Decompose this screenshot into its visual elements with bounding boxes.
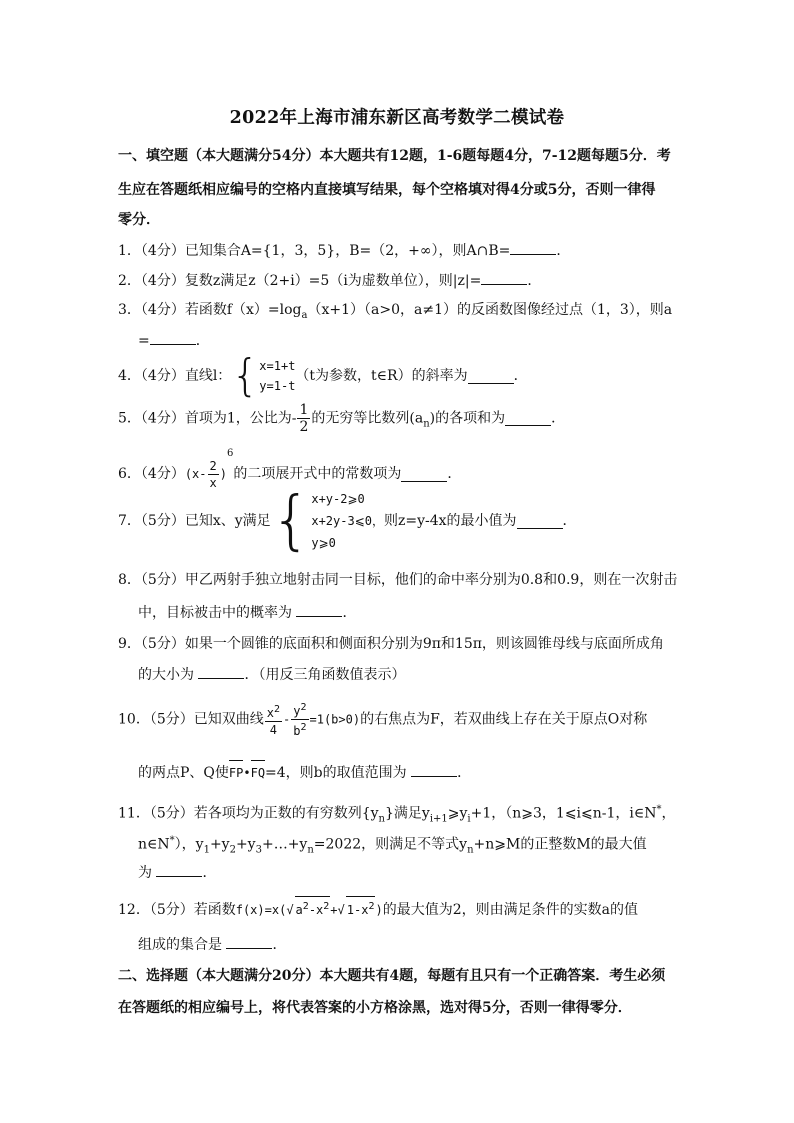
answer-blank bbox=[505, 411, 551, 426]
brace-symbol: { bbox=[270, 484, 312, 558]
question-3-cont: = ． bbox=[138, 330, 210, 351]
answer-blank bbox=[510, 240, 556, 255]
question-12-cont: 组成的集合是 ． bbox=[138, 934, 286, 955]
sqrt-radicand: $a^2-x^2$ bbox=[295, 896, 331, 920]
parametric-system: x=1+t y=1-t bbox=[259, 359, 296, 393]
sqrt-symbol: √ bbox=[286, 903, 294, 917]
answer-blank bbox=[150, 330, 196, 345]
section2-instructions-line1: 二、选择题（本大题满分20分）本大题共有4题，每题有且只有一个正确答案．考生必须 bbox=[118, 968, 666, 984]
question-11-cont2: 为 ． bbox=[138, 862, 216, 883]
answer-blank bbox=[401, 467, 447, 482]
question-6: 6．（4分）(x- $\frac{2}{x}$ )$^6$的二项展开式中的常数项为 ． bbox=[118, 448, 462, 490]
question-11-cont1: n∈N*），$y_1+y_2+y_3+\dots+y_n=2022$，则满足不等式$y_n+n⩾M$的正整数M的最大值 bbox=[138, 835, 647, 856]
question-10: 10．（5分）已知双曲线 $\frac{x^2}{4}$ - $\frac{y^2}{b^2}$ =1(b>0)的右焦点为F，若双曲线上存在关于原点O对称 bbox=[118, 702, 648, 738]
question-10-cont: 的两点P、Q使FP•FQ=4，则b的取值范围为 ． bbox=[138, 762, 471, 783]
question-3: 3．（4分）若函数$f(x)=\log_a(x+1)(a>0$，a≠1）的反函数图像经过点（1，3），则a bbox=[118, 302, 673, 321]
question-9: 9．（5分）如果一个圆锥的底面积和侧面积分别为9π和15π，则该圆锥母线与底面所成角 bbox=[118, 636, 664, 652]
question-4: 4．（4分）直线l：{ x=1+t y=1-t （t为参数，t∈R）的斜率为 ． bbox=[118, 350, 528, 401]
answer-blank bbox=[411, 762, 457, 777]
fraction: $\frac{y^2}{b^2}$ bbox=[293, 702, 307, 738]
brace-symbol: { bbox=[231, 350, 260, 401]
answer-blank bbox=[226, 934, 272, 949]
fraction: $\frac{1}{2}$ bbox=[299, 402, 309, 435]
constraint-system: x+y-2⩾0 x+2y-3⩽0， y⩾0 bbox=[311, 492, 384, 550]
question-2: 2．（4分）复数z满足z（2+i）=5（i为虚数单位），则|z|= ． bbox=[118, 270, 541, 291]
answer-blank bbox=[468, 369, 514, 384]
question-9-cont: 的大小为 ．（用反三角函数值表示） bbox=[138, 664, 405, 685]
section1-instructions-line2: 生应在答题纸相应编号的空格内直接填写结果，每个空格填对得4分或5分，否则一律得 bbox=[118, 182, 656, 198]
answer-blank bbox=[198, 664, 244, 679]
question-1: 1．（4分）已知集合A={1，3，5}，B=（2，+∞），则A∩B= ． bbox=[118, 240, 570, 261]
section1-instructions-line1: 一、填空题（本大题满分54分）本大题共有12题，1-6题每题4分，7-12题每题5分．考 bbox=[118, 148, 671, 164]
answer-blank bbox=[517, 514, 563, 529]
sqrt-symbol: √ bbox=[337, 903, 345, 917]
page-title: 2022年上海市浦东新区高考数学二模试卷 bbox=[229, 108, 565, 128]
question-12: 12．（5分）若函数f(x)=x(√ $a^2-x^2+√$ $1-x^2$)的最大值为2，则由满足条件的实数a的值 bbox=[118, 896, 638, 920]
question-8-cont: 中，目标被击中的概率为 ． bbox=[138, 602, 356, 623]
question-7: 7．（5分）已知x、y满足{ x+y-2⩾0 x+2y-3⩽0， y⩾0 则z=y-4x的最小值为 ． bbox=[118, 484, 577, 558]
question-11: 11．（5分）若各项均为正数的有穷数列$\{y_n\}$满足$y_{i+1}⩾y_i+1$，（n⩾3，1⩽i⩽n-1，i∈N*， bbox=[118, 804, 676, 825]
sqrt-radicand: $1-x^2$ bbox=[346, 896, 376, 920]
fraction: $\frac{x^2}{4}$ bbox=[266, 703, 280, 737]
answer-blank bbox=[481, 270, 527, 285]
answer-blank bbox=[156, 862, 202, 877]
answer-blank bbox=[296, 602, 342, 617]
section2-instructions-line2: 在答题纸的相应编号上，将代表答案的小方格涂黑，选对得5分，否则一律得零分． bbox=[118, 1000, 632, 1016]
section1-instructions-line3: 零分． bbox=[118, 212, 160, 228]
question-5: 5．（4分）首项为1，公比为- $\frac{1}{2}$ 的无穷等比数列$(a_n)$的各项和为 ． bbox=[118, 402, 566, 435]
question-8: 8．（5分）甲乙两射手独立地射击同一目标，他们的命中率分别为0.8和0.9，则在一次射击 bbox=[118, 572, 678, 588]
fraction: $\frac{2}{x}$ bbox=[209, 458, 217, 490]
